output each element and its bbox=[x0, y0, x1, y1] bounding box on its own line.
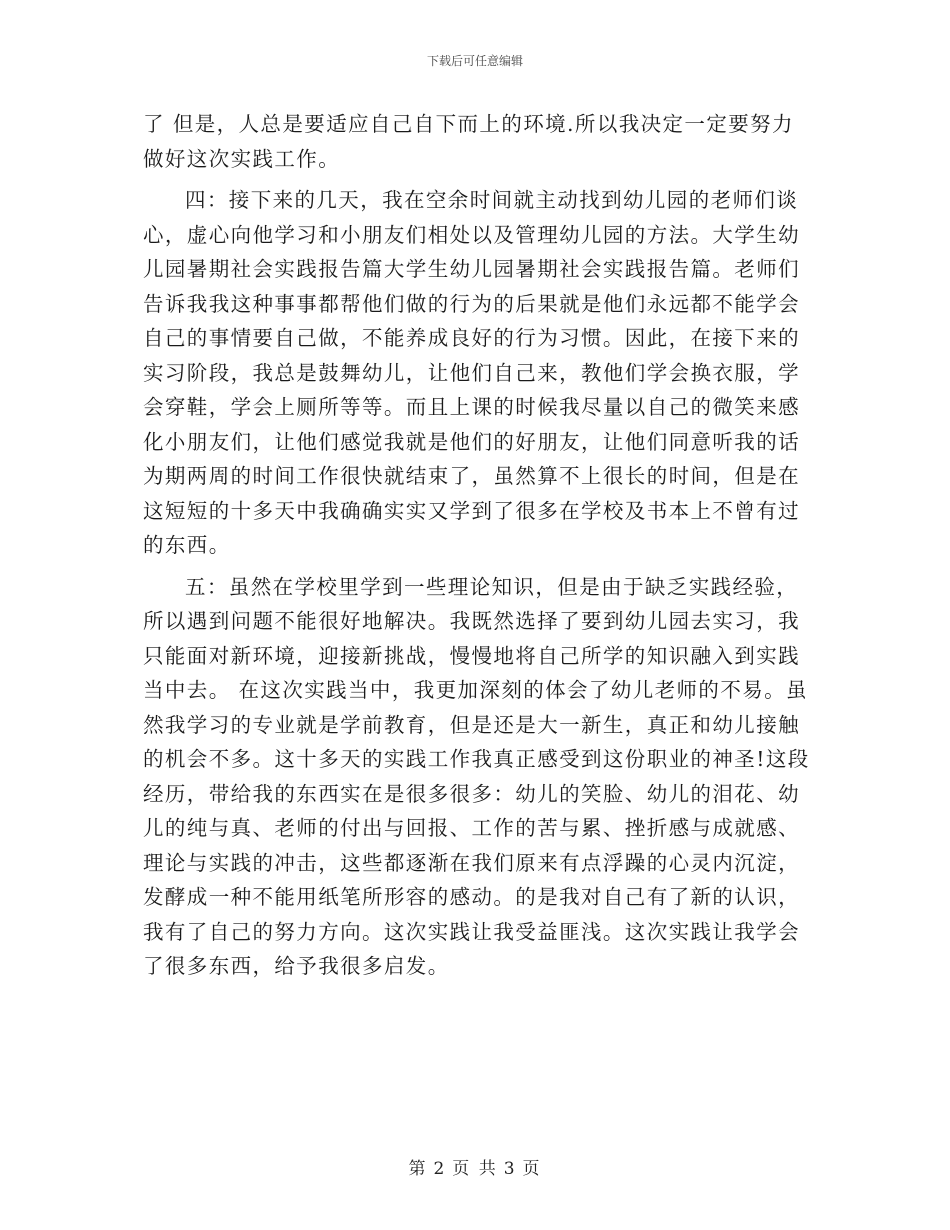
text-line: 了 但是，人总是要适应自己自下而上的环境.所以我决定一定要努力 bbox=[143, 112, 794, 136]
text-line: 告诉我我这种事事都帮他们做的行为的后果就是他们永远都不能学会 bbox=[143, 291, 800, 316]
page-number-mid: 页 共 bbox=[452, 1159, 498, 1179]
text-line: 儿的纯与真、老师的付出与回报、工作的苦与累、挫折感与成就感、 bbox=[143, 816, 800, 840]
paragraph-1 bbox=[143, 107, 813, 176]
paragraph-gap bbox=[143, 176, 813, 183]
text-line: 做好这次实践工作。 bbox=[143, 146, 341, 171]
text-line: 儿园暑期社会实践报告篇大学生幼儿园暑期社会实践报告篇。老师们 bbox=[143, 257, 800, 281]
text-line: 当中去。 在这次实践当中，我更加深刻的体会了幼儿老师的不易。虽 bbox=[143, 678, 808, 702]
paragraph-3 bbox=[143, 570, 813, 984]
text-line: 然我学习的专业就是学前教育，但是还是大一新生，真正和幼儿接触 bbox=[143, 712, 800, 737]
text-line: 化小朋友们，让他们感觉我就是他们的好朋友，让他们同意听我的话 bbox=[143, 429, 800, 454]
page-number-footer bbox=[0, 1158, 950, 1180]
text-line: 四：接下来的几天，我在空余时间就主动找到幼儿园的老师们谈 bbox=[185, 188, 799, 212]
page-header-note: 下载后可任意编辑 bbox=[426, 54, 523, 68]
text-line: 的机会不多。这十多天的实践工作我真正感受到这份职业的神圣!这段 bbox=[143, 747, 810, 771]
text-line: 发酵成一种不能用纸笔所形容的感动。的是我对自己有了新的认识， bbox=[143, 885, 800, 909]
page-number-total: 3 bbox=[503, 1159, 517, 1179]
page-number-suffix: 页 bbox=[522, 1159, 542, 1179]
text-line: 理论与实践的冲击，这些都逐渐在我们原来有点浮躁的心灵内沉淀， bbox=[143, 850, 800, 875]
text-line: 所以遇到问题不能很好地解决。我既然选择了要到幼儿园去实习，我 bbox=[143, 609, 800, 633]
text-line: 五：虽然在学校里学到一些理论知识，但是由于缺乏实践经验， bbox=[185, 574, 799, 599]
text-line: 这短短的十多天中我确确实实又学到了很多在学校及书本上不曾有过 bbox=[143, 498, 800, 523]
text-line: 自己的事情要自己做，不能养成良好的行为习惯。因此，在接下来的 bbox=[143, 326, 800, 350]
text-line: 经历，带给我的东西实在是很多很多：幼儿的笑脸、幼儿的泪花、幼 bbox=[143, 781, 800, 806]
paragraph-2 bbox=[143, 183, 813, 563]
page-number-current: 2 bbox=[433, 1159, 447, 1179]
text-line: 我有了自己的努力方向。这次实践让我受益匪浅。这次实践让我学会 bbox=[143, 919, 800, 944]
text-line: 实习阶段，我总是鼓舞幼儿，让他们自己来，教他们学会换衣服，学 bbox=[143, 360, 800, 385]
text-line: 为期两周的时间工作很快就结束了，虽然算不上很长的时间，但是在 bbox=[143, 464, 800, 488]
text-line: 了很多东西，给予我很多启发。 bbox=[143, 954, 450, 978]
paragraph-gap bbox=[143, 563, 813, 570]
page-number-prefix: 第 bbox=[408, 1159, 428, 1179]
text-line: 心，虚心向他学习和小朋友们相处以及管理幼儿园的方法。大学生幼 bbox=[143, 222, 800, 247]
text-line: 的东西。 bbox=[143, 533, 231, 557]
text-line: 只能面对新环境，迎接新挑战，慢慢地将自己所学的知识融入到实践 bbox=[143, 643, 800, 668]
document-body bbox=[143, 107, 813, 984]
text-line: 会穿鞋，学会上厕所等等。而且上课的时候我尽量以自己的微笑来感 bbox=[143, 395, 800, 419]
